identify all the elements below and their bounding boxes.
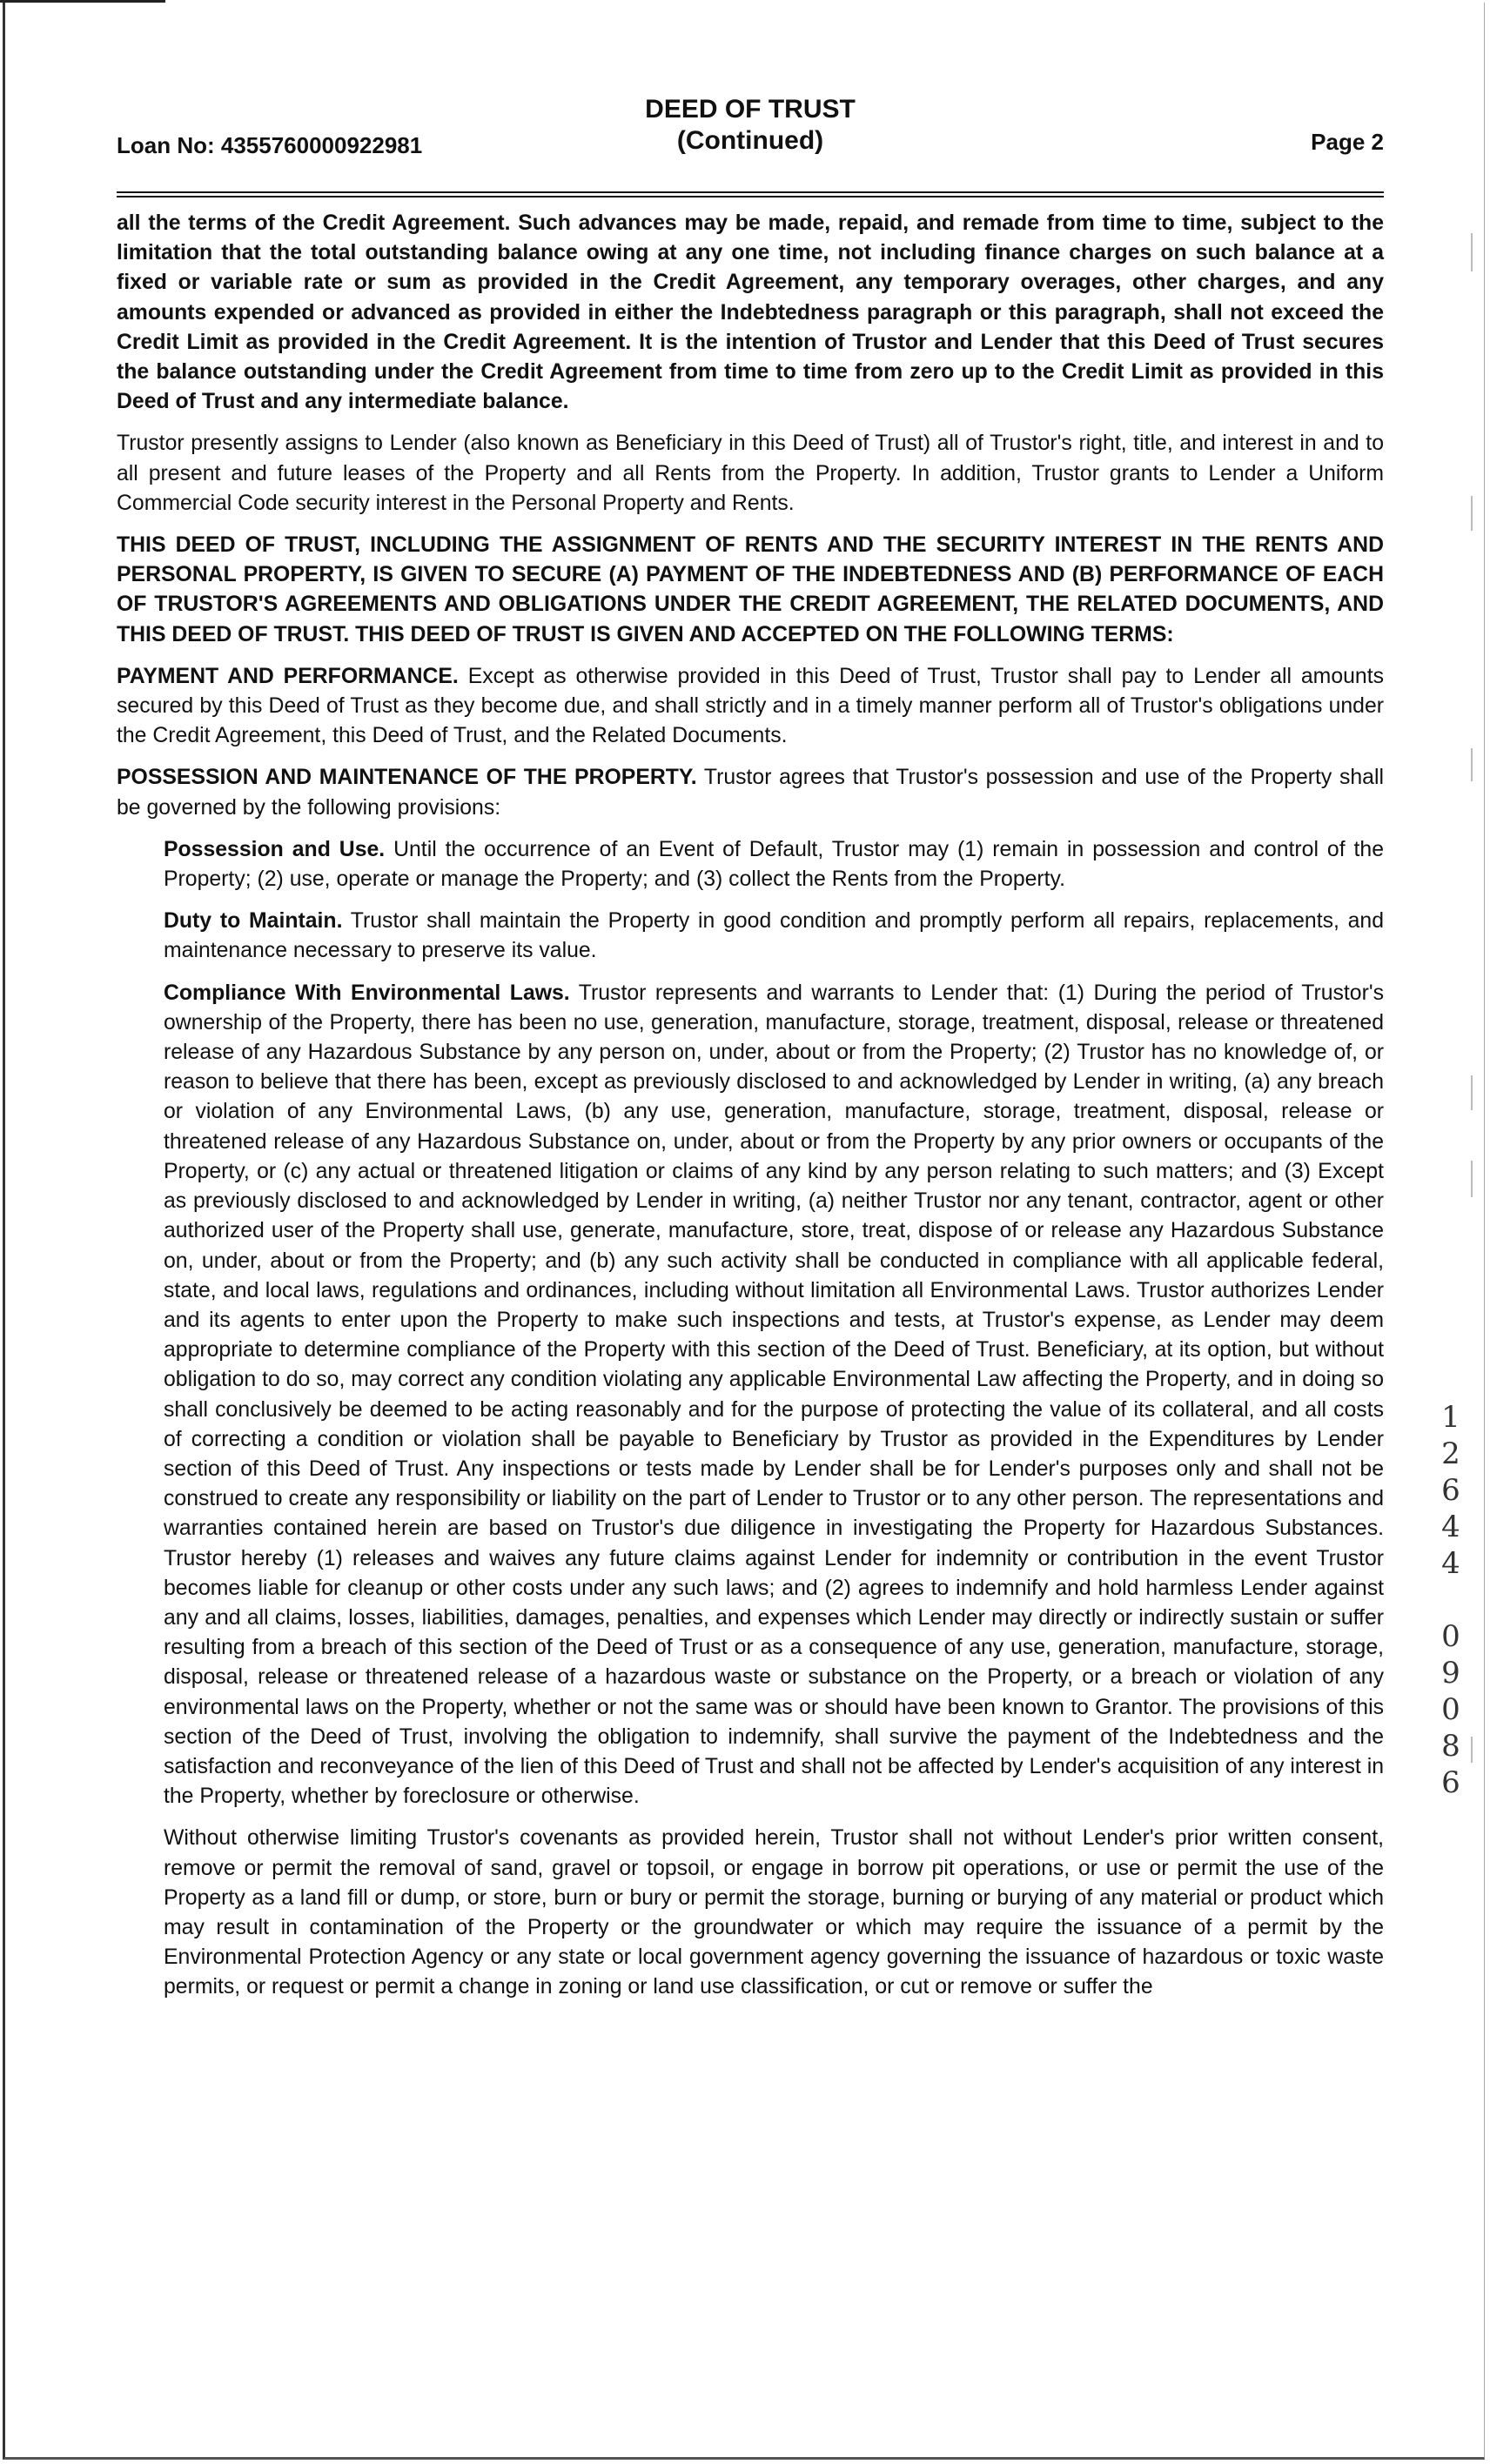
- heading-possession-maintenance: POSSESSION AND MAINTENANCE OF THE PROPERTY.: [117, 766, 697, 790]
- title-line-1: DEED OF TRUST: [645, 95, 856, 124]
- text-environmental-laws: Trustor represents and warrants to Lender that: (1) During the period of Trustor's ownership of the Property, there has been no use, generation, manufacture, storage, treatment, disposal, release or threatened release of any Hazardous Substance by any person on, under, about or from the Property; (2) Trustor has no knowledge of, or reason to believe that there has been, except as previously disclosed to and acknowledged by Lender in writing, (a) any breach or violation of any Environmental Laws, (b) any use, generation, manufacture, storage, treatment, disposal, release or threatened release of any Hazardous Substance on, under, about or from the Property by any prior owners or occupants of the Property, or (c) any actual or threatened litigation or claims of any kind by any person relating to such matters; and (3) Except as previously disclosed to and acknowledged by Lender in writing, (a) neither Trustor nor any tenant, contractor, agent or other authorized user of the Property shall use, generate, manufacture, store, treat, dispose of or release any Hazardous Substance on, under, about or from the Property; and (b) any such activity shall be conducted in compliance with all applicable federal, state, and local laws, regulations and ordinances, including without limitation all Environmental Laws. Trustor authorizes Lender and its agents to enter upon the Property to make such inspections and tests, at Trustor's expense, as Lender may deem appropriate to determine compliance of the Property with this section of the Deed of Trust. Beneficiary, at its option, but without obligation to do so, may correct any condition violating any applicable Environmental Law affecting the Property, and in doing so shall conclusively be deemed to be acting reasonably and for the purpose of protecting the value of its collateral, and all costs of correcting a condition or violation shall be payable to Beneficiary by Trustor as provided in the Expenditures by Lender section of this Deed of Trust. Any inspections or tests made by Lender shall be for Lender's purposes only and shall not be construed to create any responsibility or liability on the part of Lender to Trustor or to any other person. The representations and warranties contained herein are based on Trustor's due diligence in investigating the Property for Hazardous Substances. Trustor hereby (1) releases and waives any future claims against Lender for indemnity or contribution in the event Trustor becomes liable for cleanup or other costs under any such laws; and (2) agrees to indemnify and hold harmless Lender against any and all claims, losses, liabilities, damages, penalties, and expenses which Lender may directly or indirectly sustain or suffer resulting from a breach of this section of the Deed of Trust or as a consequence of any use, generation, manufacture, storage, disposal, release or threatened release of a hazardous waste or substance on the Property, or a breach or violation of any environmental laws on the Property, whether or not the same was or should have been known to Grantor. The provisions of this section of the Deed of Trust, involving the obligation to indemnify, shall survive the payment of the Indebtedness and the satisfaction and reconveyance of the lien of this Deed of Trust and shall not be affected by Lender's acquisition of any interest in the Property, whether by foreclosure or otherwise.: [164, 981, 1384, 1809]
- paragraph-payment-performance: [117, 662, 1384, 752]
- margin-tick-mark: [1471, 496, 1473, 531]
- stamp-digit: 4: [1441, 1510, 1460, 1544]
- margin-tick-mark: [1471, 1075, 1473, 1110]
- document-header: [117, 90, 1384, 181]
- heading-environmental-laws: Compliance With Environmental Laws.: [164, 981, 570, 1005]
- stamp-digit: 1: [1441, 1400, 1460, 1435]
- stamp-digit: 6: [1441, 1473, 1460, 1508]
- stamp-digit: 9: [1441, 1656, 1460, 1691]
- stamp-digit: 4: [1441, 1546, 1460, 1581]
- document-title: [117, 94, 1384, 157]
- text-payment-performance: Except as otherwise provided in this Deed of Trust, Trustor shall pay to Lender all amounts secured by this Deed of Trust as they become due, and shall strictly and in a timely manner perform all of Trustor's obligations under the Credit Agreement, this Deed of Trust, and the Related Documents.: [117, 664, 1384, 748]
- paragraph-nuisance-waste: Without otherwise limiting Trustor's covenants as provided herein, Trustor shall not without Lender's prior written consent, remove or permit the removal of sand, gravel or topsoil, or engage in borrow pit operations, or use or permit the use of the Property as a land fill or dump, or store, burn or bury or permit the storage, burning or burying of any material or product which may result in contamination of the Property or the groundwater or which may require the issuance of a permit by the Environmental Protection Agency or any state or local government agency governing the issuance of hazardous or toxic waste permits, or request or permit a change in zoning or land use classification, or cut or remove or suffer the: [164, 1826, 1384, 1999]
- header-rule: [117, 191, 1384, 198]
- margin-tick-mark: [1471, 233, 1473, 271]
- paragraph-security-statement: THIS DEED OF TRUST, INCLUDING THE ASSIGNMENT OF RENTS AND THE SECURITY INTEREST IN THE RENTS AND PERSONAL PROPERTY, IS GIVEN TO SECURE (A) PAYMENT OF THE INDEBTEDNESS AND (B) PERFORMANCE OF EACH OF TRUSTOR'S AGREEMENTS AND OBLIGATIONS UNDER THE CREDIT AGREEMENT, THE RELATED DOCUMENTS, AND THIS DEED OF TRUST. THIS DEED OF TRUST IS GIVEN AND ACCEPTED ON THE FOLLOWING TERMS:: [117, 533, 1384, 646]
- paragraph-possession-use: [164, 835, 1384, 894]
- stamp-digit: 2: [1441, 1436, 1460, 1471]
- text-possession-use: Until the occurrence of an Event of Default, Trustor may (1) remain in possession and control of the Property; (2) use, operate or manage the Property; and (3) collect the Rents from the Property.: [164, 837, 1384, 892]
- text-possession-maintenance: Trustor agrees that Trustor's possession and use of the Property shall be governed by the following provisions:: [117, 766, 1384, 820]
- stamp-digit: 6: [1441, 1765, 1460, 1800]
- margin-tick-mark: [1471, 1737, 1473, 1763]
- margin-tick-mark: [1471, 748, 1473, 781]
- stamp-digit: 8: [1441, 1729, 1460, 1764]
- heading-payment-performance: PAYMENT AND PERFORMANCE.: [117, 664, 459, 688]
- stamp-digit: 0: [1441, 1692, 1460, 1727]
- title-line-2: (Continued): [676, 126, 824, 155]
- paragraph-possession-maintenance: [117, 763, 1384, 822]
- page-number: Page 2: [1311, 129, 1384, 155]
- stamp-digit: 0: [1441, 1619, 1460, 1654]
- margin-recording-stamp: [1438, 1399, 1464, 1801]
- text-duty-maintain: Trustor shall maintain the Property in good condition and promptly perform all repairs, replacements, and maintenance necessary to preserve its value.: [164, 909, 1384, 963]
- document-body: [117, 209, 1384, 2015]
- heading-duty-maintain: Duty to Maintain.: [164, 909, 343, 934]
- paragraph-duty-maintain: [164, 907, 1384, 966]
- margin-tick-mark: [1471, 1161, 1473, 1197]
- loan-number: Loan No: 4355760000922981: [117, 132, 423, 158]
- paragraph-environmental-laws: [164, 979, 1384, 1812]
- paragraph-credit-agreement: all the terms of the Credit Agreement. Such advances may be made, repaid, and remade from time to time, subject to the limitation that the total outstanding balance owing at any one time, not including finance charges on such balance at a fixed or variable rate or sum as provided in the Credit Agreement, any temporary overages, other charges, and any amounts expended or advanced as provided in either the Indebtedness paragraph or this paragraph, shall not exceed the Credit Limit as provided in the Credit Agreement. It is the intention of Trustor and Lender that this Deed of Trust secures the balance outstanding under the Credit Agreement from time to time from zero up to the Credit Limit as provided in this Deed of Trust and any intermediate balance.: [117, 211, 1384, 414]
- heading-possession-use: Possession and Use.: [164, 837, 386, 861]
- paragraph-assignment: Trustor presently assigns to Lender (also known as Beneficiary in this Deed of Trust) all of Trustor's right, title, and interest in and to all present and future leases of the Property and all Rents from the Property. In addition, Trustor grants to Lender a Uniform Commercial Code security interest in the Personal Property and Rents.: [117, 432, 1384, 515]
- stamp-gap: [1438, 1582, 1464, 1618]
